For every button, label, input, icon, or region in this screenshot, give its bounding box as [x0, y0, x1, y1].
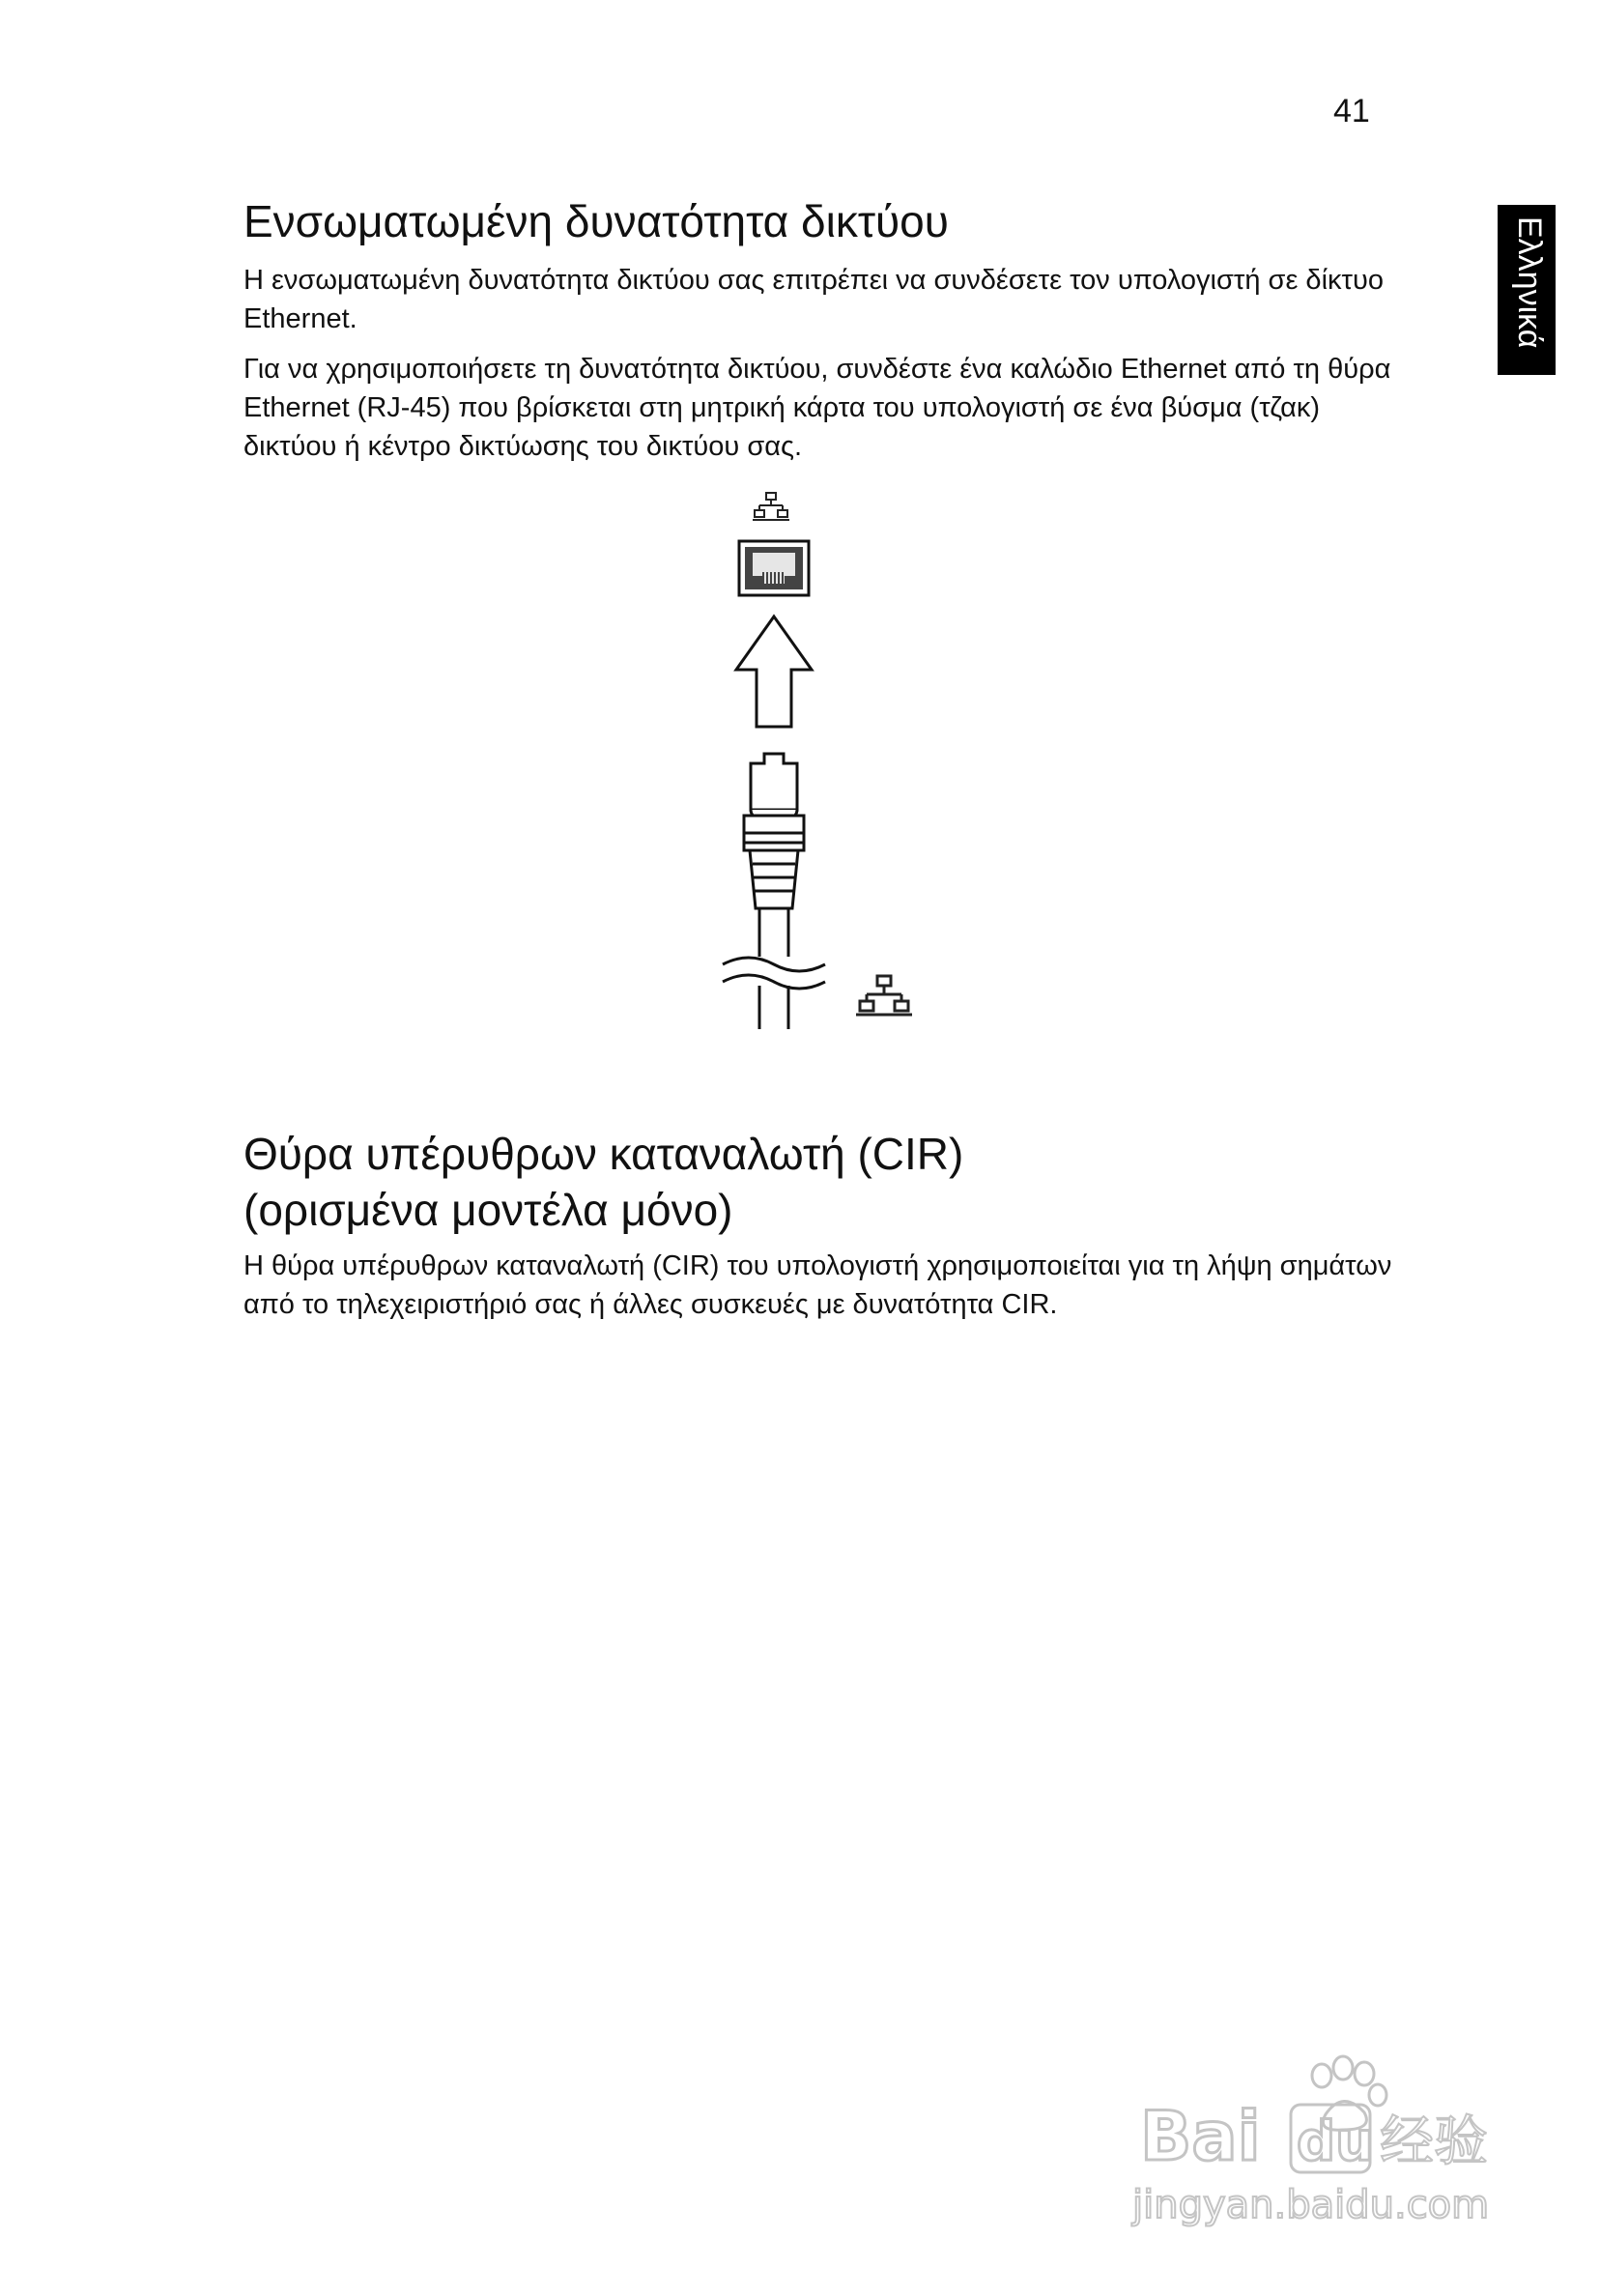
baidu-watermark: [1111, 2049, 1517, 2242]
rj45-port-icon: [739, 541, 809, 595]
cir-paragraph: Η θύρα υπέρυθρων καταναλωτή (CIR) του υπολογιστή χρησιμοποιείται για τη λήψη σημάτων από το τηλεχειριστήριό σας ή άλλες συσκευές με δυνατότητα CIR.: [243, 1250, 1392, 1320]
section-subtitle-cir: (ορισμένα μοντέλα μόνο): [243, 1185, 733, 1235]
language-tab: [1498, 205, 1556, 375]
section-title-cir: Θύρα υπέρυθρων καταναλωτή (CIR): [243, 1129, 964, 1179]
language-tab-label: Ελληνικά: [1511, 216, 1548, 349]
watermark-brand-2: du: [1297, 2110, 1374, 2173]
page-number: 41: [1333, 93, 1370, 129]
rj45-plug-icon: [723, 754, 825, 1029]
ethernet-illustration: [676, 483, 928, 1044]
network-paragraph-2: Για να χρησιμοποιήσετε τη δυνατότητα δικτύου, συνδέστε ένα καλώδιο Ethernet από τη θύρα Ethernet (RJ-45) που βρίσκεται στη μητρική κάρτα του υπολογιστή σε ένα βύσμα (τζακ) δικτύου ή κέντρο δικτύωσης του δικτύου σας.: [243, 354, 1391, 462]
watermark-brand: Bai: [1140, 2097, 1261, 2176]
network-icon: [753, 493, 789, 520]
up-arrow-icon: [736, 617, 812, 727]
section-title-network: Ενσωματωμένη δυνατότητα δικτύου: [243, 196, 949, 246]
network-paragraph-1: Η ενσωματωμένη δυνατότητα δικτύου σας επιτρέπει να συνδέσετε τον υπολογιστή σε δίκτυο Ethernet.: [243, 265, 1384, 334]
watermark-product: 经验: [1380, 2110, 1488, 2173]
network-icon: [856, 976, 912, 1015]
watermark-url: jingyan.baidu.com: [1132, 2183, 1490, 2227]
